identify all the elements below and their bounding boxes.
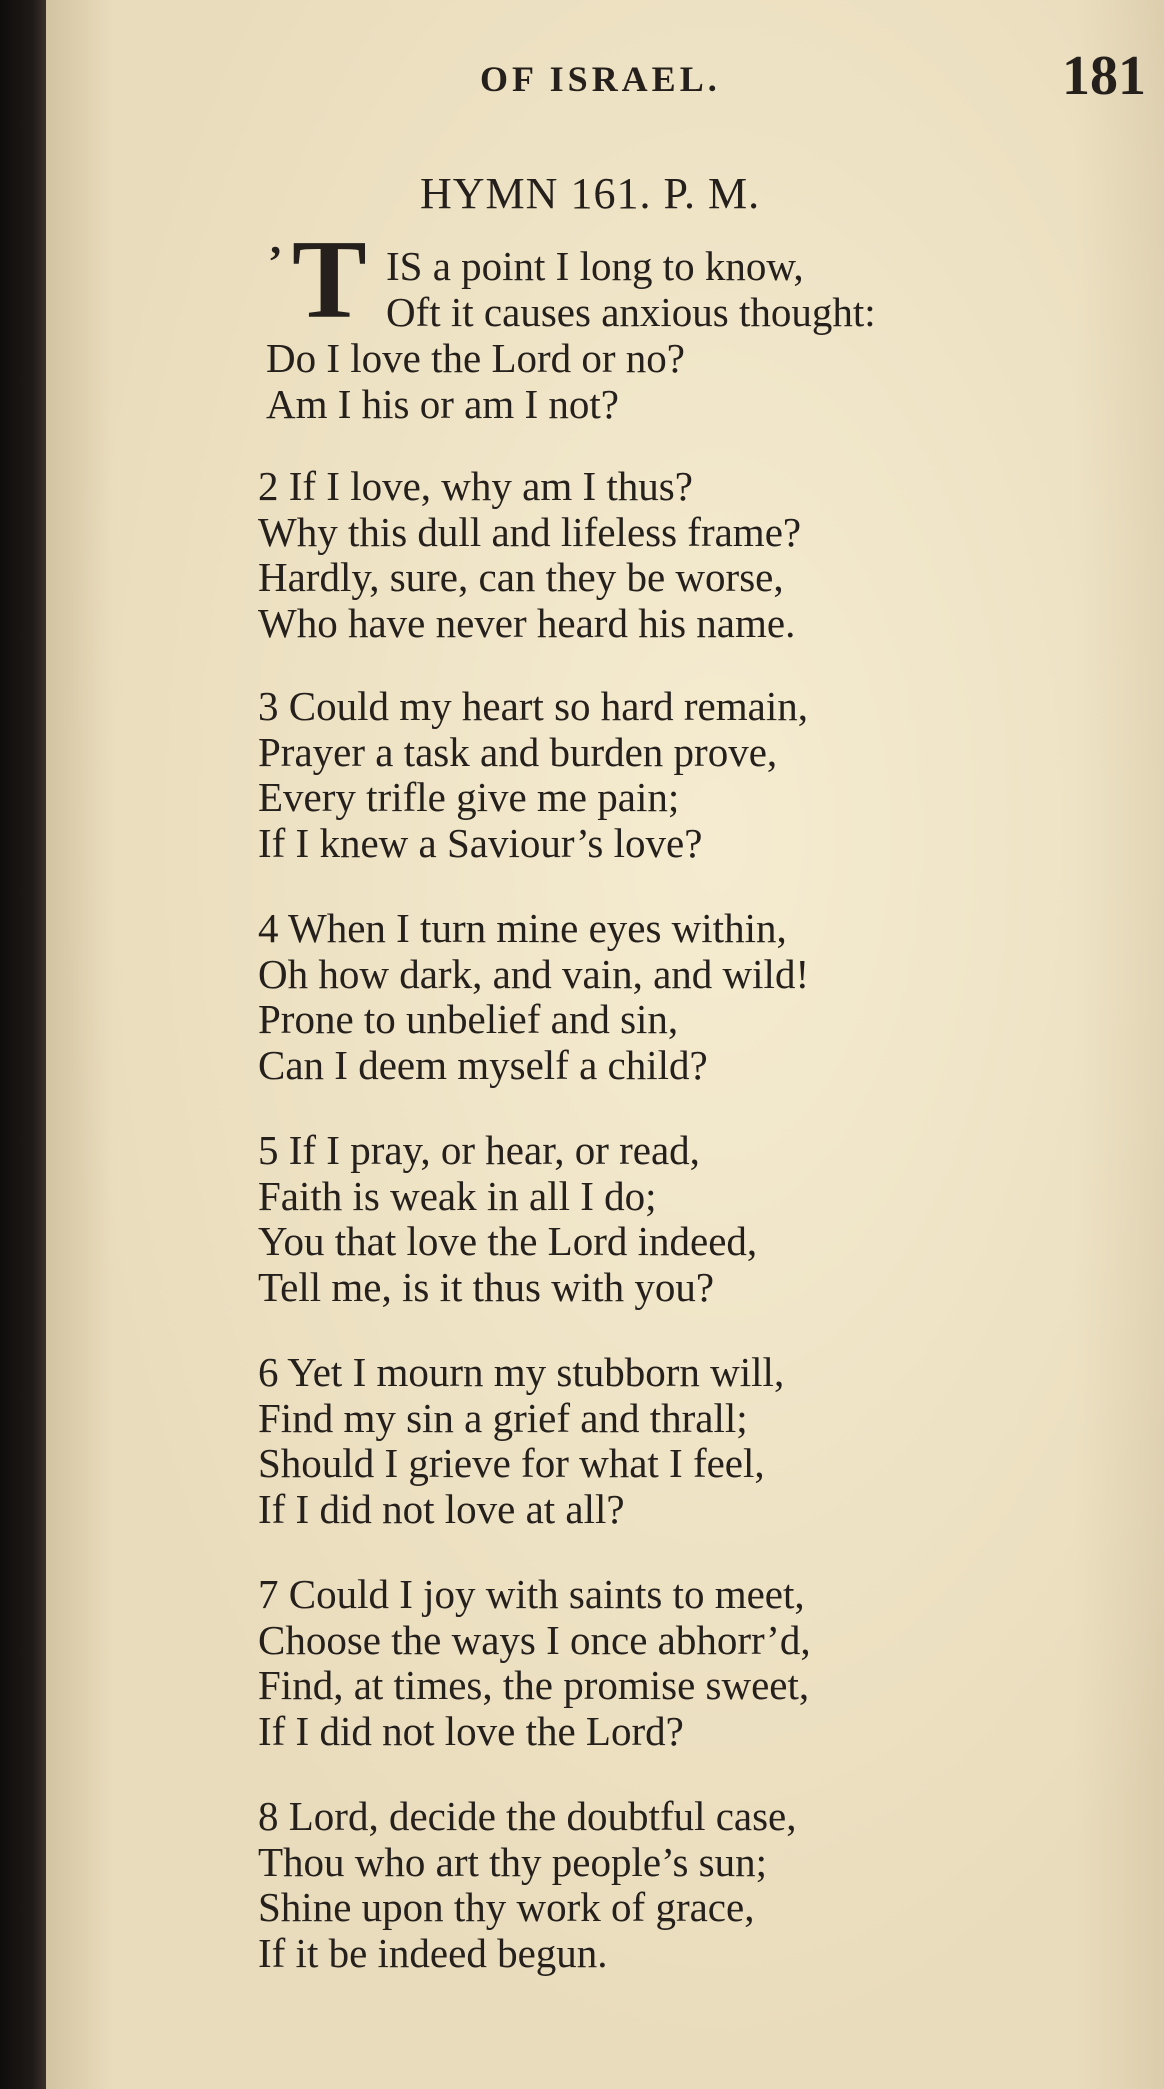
- stanza-4: [258, 906, 809, 1088]
- page-number: 181: [1062, 45, 1146, 107]
- stanza-line: If I knew a Saviour’s love?: [258, 819, 703, 866]
- stanza-line: Should I grieve for what I feel,: [258, 1440, 765, 1486]
- stanza-line: Faith is weak in all I do;: [258, 1172, 657, 1219]
- stanza-line: If it be indeed begun.: [258, 1929, 608, 1976]
- stanza-line: Thou who art thy people’s sun;: [258, 1838, 768, 1885]
- stanza-line: You that love the Lord indeed,: [258, 1218, 758, 1264]
- stanza-1-lines: [266, 336, 685, 427]
- book-spine-shadow: [0, 0, 46, 2089]
- hymn-title: HYMN 161. P. M.: [420, 169, 761, 218]
- running-head: OF ISRAEL.: [480, 59, 721, 99]
- stanza-line: 8 Lord, decide the doubtful case,: [258, 1793, 797, 1839]
- stanza-line: Who have never heard his name.: [258, 599, 796, 646]
- stanza-line: Find my sin a grief and thrall;: [258, 1394, 748, 1441]
- stanza-line: 3 Could my heart so hard remain,: [258, 683, 808, 729]
- stanza-3: [258, 684, 808, 866]
- stanza-line: If I did not love at all?: [258, 1485, 625, 1532]
- stanza-line: Do I love the Lord or no?: [266, 335, 685, 381]
- stanza-line: Find, at times, the promise sweet,: [258, 1662, 810, 1708]
- drop-cap-letter: T: [292, 218, 367, 342]
- stanza-line: 2 If I love, why am I thus?: [258, 463, 693, 509]
- stanza-line: Can I deem myself a child?: [258, 1041, 708, 1088]
- drop-cap: [268, 218, 398, 342]
- stanza-line: Prone to unbelief and sin,: [258, 996, 679, 1042]
- stanza-line: Oft it causes anxious thought:: [386, 288, 876, 335]
- stanza-line: Hardly, sure, can they be worse,: [258, 554, 784, 600]
- drop-cap-apostrophe: ’: [268, 237, 283, 286]
- stanza-line: Tell me, is it thus with you?: [258, 1263, 715, 1310]
- stanza-8: [258, 1794, 797, 1976]
- stanza-2: [258, 464, 801, 646]
- stanza-line: IS a point I long to know,: [386, 243, 804, 289]
- stanza-line: Am I his or am I not?: [266, 380, 619, 427]
- stanza-line: Why this dull and lifeless frame?: [258, 508, 802, 555]
- stanza-line: Prayer a task and burden prove,: [258, 728, 778, 775]
- stanza-line: 5 If I pray, or hear, or read,: [258, 1127, 700, 1173]
- stanza-line: Choose the ways I once abhorr’d,: [258, 1616, 811, 1663]
- stanza-7: [258, 1572, 811, 1754]
- stanza-6: [258, 1350, 784, 1532]
- stanza-line: If I did not love the Lord?: [258, 1707, 684, 1754]
- stanza-line: 7 Could I joy with saints to meet,: [258, 1571, 805, 1617]
- stanza-line: Oh how dark, and vain, and wild!: [258, 950, 810, 997]
- stanza-line: 6 Yet I mourn my stubborn will,: [258, 1349, 785, 1395]
- stanza-line: Every trifle give me pain;: [258, 774, 680, 820]
- stanza-1-indented-lines: [386, 244, 876, 335]
- stanza-line: 4 When I turn mine eyes within,: [258, 905, 787, 951]
- stanza-line: Shine upon thy work of grace,: [258, 1884, 755, 1930]
- stanza-5: [258, 1128, 757, 1310]
